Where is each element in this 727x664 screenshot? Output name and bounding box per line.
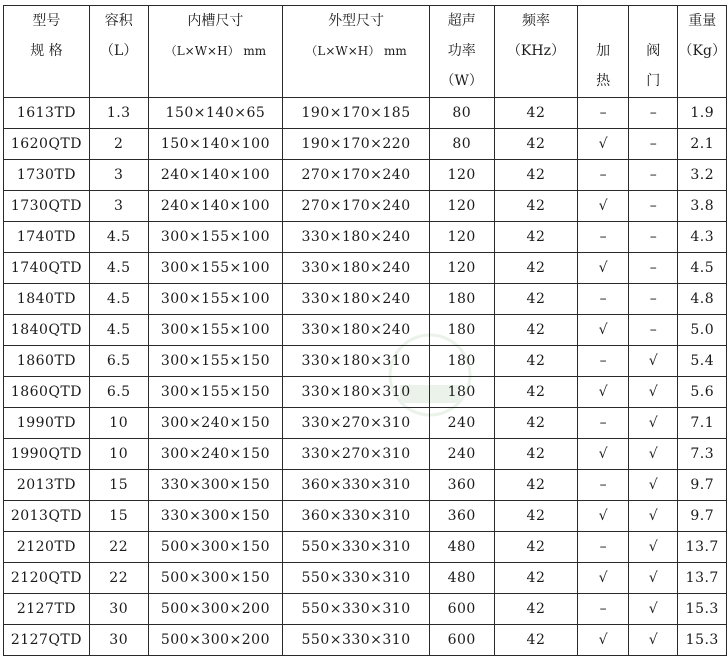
- cell-heat: √: [578, 439, 629, 470]
- cell-weight: 7.3: [678, 439, 727, 470]
- cell-outer: 190×170×185: [283, 98, 430, 129]
- header-heat-line-3: 热: [596, 73, 611, 89]
- cell-freq: 42: [494, 315, 578, 346]
- table-row: [4, 191, 727, 222]
- header-capacity-line-1: 容积: [104, 13, 133, 29]
- cell-power: 480: [429, 532, 494, 563]
- cell-heat: √: [578, 129, 629, 160]
- header-inner-line-2: （L×W×H） mm: [164, 44, 267, 58]
- table-row: [4, 98, 727, 129]
- cell-valve: –: [628, 98, 678, 129]
- cell-power: 80: [429, 129, 494, 160]
- header-valve-line-2: 阀: [646, 43, 661, 59]
- table-row: [4, 408, 727, 439]
- cell-inner: 500×300×200: [148, 625, 283, 656]
- header-inner-size: [148, 6, 283, 98]
- cell-weight: 1.9: [678, 98, 727, 129]
- cell-power: 600: [429, 625, 494, 656]
- table-row: [4, 160, 727, 191]
- cell-heat: √: [578, 501, 629, 532]
- header-power-line-1: 超声: [447, 13, 476, 29]
- cell-valve: √: [628, 594, 678, 625]
- cell-power: 180: [429, 284, 494, 315]
- cell-inner: 300×240×150: [148, 408, 283, 439]
- cell-model: 2127TD: [4, 594, 90, 625]
- header-capacity: [89, 6, 148, 98]
- cell-inner: 500×300×150: [148, 532, 283, 563]
- header-valve-line-3: 门: [646, 73, 661, 89]
- cell-heat: –: [578, 594, 629, 625]
- cell-freq: 42: [494, 191, 578, 222]
- cell-power: 240: [429, 408, 494, 439]
- cell-outer: 360×330×310: [283, 501, 430, 532]
- header-outer-line-2: （L×W×H） mm: [305, 44, 407, 58]
- cell-outer: 330×180×240: [283, 284, 430, 315]
- cell-valve: √: [628, 408, 678, 439]
- cell-freq: 42: [494, 160, 578, 191]
- cell-outer: 550×330×310: [283, 625, 430, 656]
- cell-capacity: 15: [89, 501, 148, 532]
- cell-model: 1730QTD: [4, 191, 90, 222]
- cell-valve: √: [628, 532, 678, 563]
- cell-weight: 13.7: [678, 532, 727, 563]
- cell-heat: –: [578, 346, 629, 377]
- cell-power: 120: [429, 191, 494, 222]
- header-inner-line-1: 内槽尺寸: [187, 13, 244, 29]
- cell-capacity: 30: [89, 594, 148, 625]
- cell-valve: √: [628, 625, 678, 656]
- cell-outer: 330×270×310: [283, 439, 430, 470]
- header-power: [429, 6, 494, 98]
- header-heating: [578, 6, 629, 98]
- cell-inner: 500×300×200: [148, 594, 283, 625]
- cell-heat: –: [578, 160, 629, 191]
- cell-outer: 330×180×310: [283, 377, 430, 408]
- cell-inner: 330×300×150: [148, 501, 283, 532]
- cell-model: 1840QTD: [4, 315, 90, 346]
- table-row: [4, 594, 727, 625]
- cell-valve: –: [628, 315, 678, 346]
- cell-model: 1990QTD: [4, 439, 90, 470]
- cell-model: 1730TD: [4, 160, 90, 191]
- table-body: [4, 98, 727, 656]
- cell-capacity: 4.5: [89, 222, 148, 253]
- cell-outer: 550×330×310: [283, 532, 430, 563]
- header-outer-line-1: 外型尺寸: [328, 13, 385, 29]
- cell-valve: –: [628, 160, 678, 191]
- header-heat-line-2: 加: [596, 43, 611, 59]
- header-capacity-line-2: （L）: [100, 43, 138, 59]
- header-row: [4, 6, 727, 98]
- cell-capacity: 22: [89, 563, 148, 594]
- cell-power: 120: [429, 160, 494, 191]
- header-model-line-2: 规 格: [30, 43, 63, 59]
- cell-capacity: 6.5: [89, 346, 148, 377]
- header-weight: [678, 6, 727, 98]
- cell-capacity: 4.5: [89, 315, 148, 346]
- cell-weight: 5.0: [678, 315, 727, 346]
- cell-valve: √: [628, 501, 678, 532]
- table-row: [4, 315, 727, 346]
- cell-inner: 500×300×150: [148, 563, 283, 594]
- cell-inner: 150×140×100: [148, 129, 283, 160]
- cell-weight: 3.2: [678, 160, 727, 191]
- cell-power: 360: [429, 470, 494, 501]
- cell-heat: –: [578, 222, 629, 253]
- header-heat-line-1: [578, 6, 628, 36]
- cell-freq: 42: [494, 625, 578, 656]
- cell-outer: 330×180×240: [283, 253, 430, 284]
- cell-capacity: 10: [89, 408, 148, 439]
- cell-inner: 300×155×100: [148, 315, 283, 346]
- cell-heat: √: [578, 377, 629, 408]
- cell-freq: 42: [494, 439, 578, 470]
- cell-model: 1990TD: [4, 408, 90, 439]
- cell-capacity: 10: [89, 439, 148, 470]
- cell-heat: √: [578, 625, 629, 656]
- cell-valve: –: [628, 253, 678, 284]
- cell-valve: –: [628, 284, 678, 315]
- cell-weight: 3.8: [678, 191, 727, 222]
- cell-capacity: 4.5: [89, 284, 148, 315]
- table-row: [4, 625, 727, 656]
- spec-table: [3, 5, 727, 656]
- cell-outer: 550×330×310: [283, 594, 430, 625]
- cell-power: 600: [429, 594, 494, 625]
- table-row: [4, 129, 727, 160]
- cell-inner: 240×140×100: [148, 160, 283, 191]
- header-valve-line-1: [629, 6, 678, 36]
- cell-weight: 9.7: [678, 470, 727, 501]
- header-model: [4, 6, 90, 98]
- header-frequency: [494, 6, 578, 98]
- cell-inner: 300×155×100: [148, 253, 283, 284]
- header-valve: [628, 6, 678, 98]
- header-model-line-1: 型号: [32, 13, 61, 29]
- cell-heat: –: [578, 470, 629, 501]
- cell-capacity: 30: [89, 625, 148, 656]
- cell-outer: 330×270×310: [283, 408, 430, 439]
- cell-capacity: 2: [89, 129, 148, 160]
- cell-model: 1740QTD: [4, 253, 90, 284]
- cell-capacity: 15: [89, 470, 148, 501]
- cell-weight: 5.4: [678, 346, 727, 377]
- cell-valve: √: [628, 346, 678, 377]
- cell-weight: 15.3: [678, 594, 727, 625]
- cell-freq: 42: [494, 594, 578, 625]
- cell-valve: –: [628, 191, 678, 222]
- cell-heat: –: [578, 532, 629, 563]
- table-row: [4, 563, 727, 594]
- table-row: [4, 501, 727, 532]
- cell-inner: 300×155×100: [148, 222, 283, 253]
- cell-power: 180: [429, 315, 494, 346]
- cell-capacity: 3: [89, 160, 148, 191]
- cell-power: 180: [429, 346, 494, 377]
- cell-power: 360: [429, 501, 494, 532]
- cell-freq: 42: [494, 501, 578, 532]
- cell-capacity: 4.5: [89, 253, 148, 284]
- cell-valve: –: [628, 222, 678, 253]
- cell-weight: 4.5: [678, 253, 727, 284]
- cell-power: 120: [429, 222, 494, 253]
- cell-model: 2120TD: [4, 532, 90, 563]
- cell-model: 1840TD: [4, 284, 90, 315]
- table-row: [4, 346, 727, 377]
- cell-model: 2013QTD: [4, 501, 90, 532]
- cell-power: 80: [429, 98, 494, 129]
- table-row: [4, 470, 727, 501]
- cell-outer: 550×330×310: [283, 563, 430, 594]
- cell-weight: 5.6: [678, 377, 727, 408]
- cell-valve: √: [628, 377, 678, 408]
- cell-freq: 42: [494, 284, 578, 315]
- cell-inner: 300×155×150: [148, 377, 283, 408]
- table-row: [4, 532, 727, 563]
- header-weight-line-2: （Kg）: [678, 43, 726, 59]
- cell-heat: –: [578, 284, 629, 315]
- cell-freq: 42: [494, 377, 578, 408]
- header-power-line-2: 功率: [447, 43, 476, 59]
- cell-power: 120: [429, 253, 494, 284]
- table-row: [4, 284, 727, 315]
- cell-outer: 270×170×240: [283, 160, 430, 191]
- cell-outer: 360×330×310: [283, 470, 430, 501]
- cell-inner: 300×240×150: [148, 439, 283, 470]
- cell-model: 1860QTD: [4, 377, 90, 408]
- cell-outer: 190×170×220: [283, 129, 430, 160]
- cell-power: 480: [429, 563, 494, 594]
- cell-weight: 13.7: [678, 563, 727, 594]
- header-freq-line-2: （KHz）: [506, 43, 565, 59]
- table-row: [4, 377, 727, 408]
- cell-heat: √: [578, 191, 629, 222]
- cell-weight: 2.1: [678, 129, 727, 160]
- cell-capacity: 6.5: [89, 377, 148, 408]
- table-row: [4, 253, 727, 284]
- cell-capacity: 1.3: [89, 98, 148, 129]
- cell-weight: 15.3: [678, 625, 727, 656]
- cell-freq: 42: [494, 470, 578, 501]
- cell-freq: 42: [494, 532, 578, 563]
- cell-valve: √: [628, 439, 678, 470]
- cell-power: 180: [429, 377, 494, 408]
- cell-weight: 7.1: [678, 408, 727, 439]
- cell-inner: 300×155×100: [148, 284, 283, 315]
- cell-capacity: 3: [89, 191, 148, 222]
- cell-capacity: 22: [89, 532, 148, 563]
- cell-weight: 9.7: [678, 501, 727, 532]
- cell-weight: 4.8: [678, 284, 727, 315]
- cell-model: 1620QTD: [4, 129, 90, 160]
- cell-heat: √: [578, 253, 629, 284]
- cell-heat: √: [578, 563, 629, 594]
- cell-valve: √: [628, 563, 678, 594]
- header-power-line-3: （W）: [440, 73, 483, 89]
- cell-inner: 240×140×100: [148, 191, 283, 222]
- cell-freq: 42: [494, 408, 578, 439]
- cell-freq: 42: [494, 129, 578, 160]
- table-row: [4, 439, 727, 470]
- cell-model: 2013TD: [4, 470, 90, 501]
- cell-valve: √: [628, 470, 678, 501]
- cell-outer: 330×180×240: [283, 315, 430, 346]
- cell-inner: 300×155×150: [148, 346, 283, 377]
- cell-power: 240: [429, 439, 494, 470]
- cell-heat: –: [578, 98, 629, 129]
- cell-model: 2127QTD: [4, 625, 90, 656]
- cell-inner: 330×300×150: [148, 470, 283, 501]
- header-weight-line-1: 重量: [688, 13, 717, 29]
- cell-weight: 4.3: [678, 222, 727, 253]
- table-row: [4, 222, 727, 253]
- header-freq-line-1: 频率: [521, 13, 550, 29]
- cell-model: 1860TD: [4, 346, 90, 377]
- cell-freq: 42: [494, 98, 578, 129]
- cell-freq: 42: [494, 346, 578, 377]
- cell-heat: √: [578, 315, 629, 346]
- cell-outer: 330×180×310: [283, 346, 430, 377]
- header-outer-size: [283, 6, 430, 98]
- cell-inner: 150×140×65: [148, 98, 283, 129]
- cell-heat: –: [578, 408, 629, 439]
- cell-freq: 42: [494, 563, 578, 594]
- cell-freq: 42: [494, 253, 578, 284]
- cell-outer: 330×180×240: [283, 222, 430, 253]
- cell-model: 2120QTD: [4, 563, 90, 594]
- cell-model: 1740TD: [4, 222, 90, 253]
- cell-freq: 42: [494, 222, 578, 253]
- cell-model: 1613TD: [4, 98, 90, 129]
- cell-outer: 270×170×240: [283, 191, 430, 222]
- cell-valve: –: [628, 129, 678, 160]
